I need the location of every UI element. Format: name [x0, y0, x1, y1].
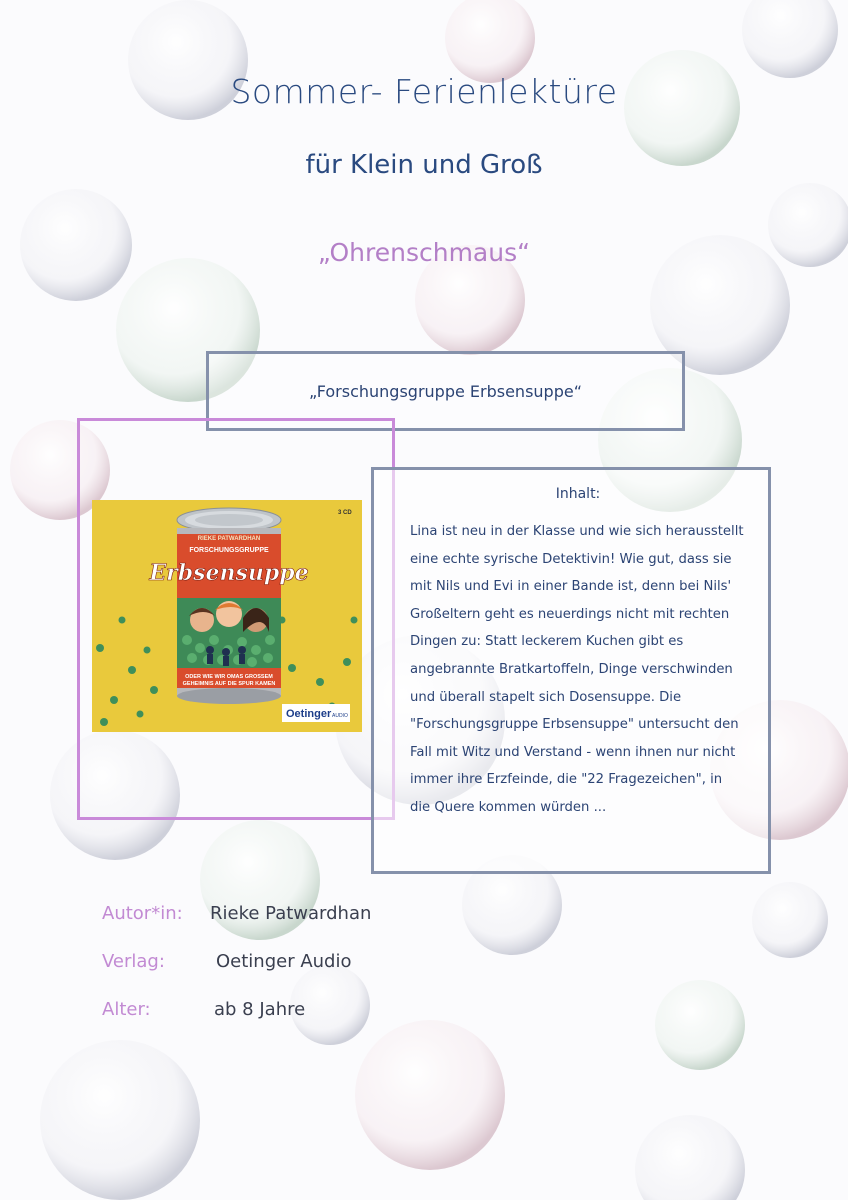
detail-row-publisher: [102, 951, 502, 999]
cover-publisher-logo: Oetinger: [286, 708, 332, 720]
author-label: Autor*in:: [102, 903, 183, 924]
age-value: ab 8 Jahre: [214, 999, 306, 1020]
book-details: [102, 903, 502, 1047]
cover-main-title: Erbsensuppe: [149, 560, 309, 586]
cover-author-text: RIEKE PATWARDHAN: [197, 536, 261, 542]
cover-series-text: FORSCHUNGSGRUPPE: [189, 547, 269, 554]
page-title: Sommer- Ferienlektüre: [230, 72, 618, 111]
bubble: [40, 1040, 200, 1200]
publisher-label: Verlag:: [102, 951, 165, 972]
bubble: [655, 980, 745, 1070]
page-subtitle: für Klein und Groß: [305, 150, 543, 180]
content-heading: Inhalt:: [555, 486, 601, 502]
content-text: Lina ist neu in der Klasse und wie sich herausstellt eine echte syrische Detektivin! Wie gut, dass sie mit Nils und Evi in einer Bande ist, denn bei Nils' Großeltern geht es neuerdings nicht mit rechten Dingen zu: Statt leckerem Kuchen gibt es angebrannte Bratkartoffeln, Dinge verschwinden und überall stapelt sich Dosensuppe. Die "Forschungsgruppe Erbsensuppe" untersucht den Fall mit Witz und Verstand - wenn ihnen nur nicht immer ihre Erzfeinde, die "22 Fragezeichen", in die Quere kommen würden ...: [410, 524, 744, 815]
book-cover-image: [92, 500, 362, 732]
bubble: [445, 0, 535, 83]
bubble: [752, 882, 828, 958]
publisher-value: Oetinger Audio: [216, 951, 352, 972]
bubble: [635, 1115, 745, 1200]
cover-illustration: [92, 500, 362, 732]
cover-subtitle-line2: GEHEIMNIS AUF DIE SPUR KAMEN: [182, 681, 276, 687]
book-title: „Forschungsgruppe Erbsensuppe“: [309, 381, 582, 401]
author-value: Rieke Patwardhan: [210, 903, 372, 924]
cover-subtitle-line1: ODER WIE WIR OMAS GROSSEM: [185, 674, 273, 680]
content-box: [371, 467, 771, 874]
bubble: [742, 0, 838, 78]
cover-disc-count: 3 CD: [338, 510, 352, 516]
age-label: Alter:: [102, 999, 151, 1020]
detail-row-age: [102, 999, 502, 1047]
page-tagline: „Ohrenschmaus“: [317, 238, 531, 267]
detail-row-author: [102, 903, 502, 951]
cover-publisher-suffix: AUDIO: [332, 713, 348, 719]
